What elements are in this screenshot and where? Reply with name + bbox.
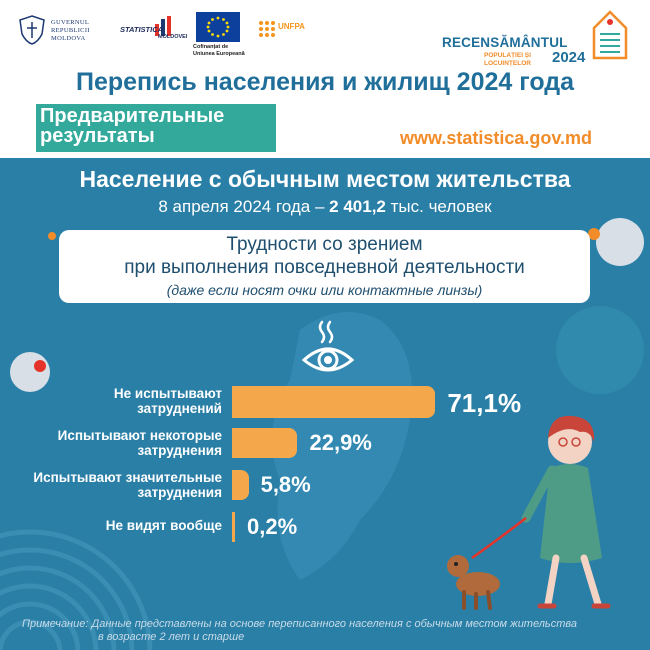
coat-of-arms-icon <box>18 14 46 46</box>
unfpa-logo-text: UNFPA <box>278 22 305 31</box>
eye-icon <box>300 318 356 378</box>
undp-dots-icon <box>258 20 276 38</box>
question-line: при выполнения повседневной деятельности <box>124 257 525 278</box>
category-label-line: затруднения <box>137 485 222 500</box>
eu-caption <box>193 44 253 58</box>
eu-caption-line: Cofinanțat de <box>193 44 229 50</box>
gov-logo-line: GUVERNUL <box>51 19 90 26</box>
population-total: 2 401,2 <box>329 197 386 216</box>
bar-value-label: 22,9% <box>309 430 372 455</box>
census-logo-sub-line: POPULAȚIEI ȘI <box>484 52 531 59</box>
category-label <box>10 470 222 500</box>
category-label-line: Не видят вообще <box>105 518 222 533</box>
census-logo-title: RECENSĂMÂNTUL <box>442 35 568 50</box>
census-logo <box>440 12 640 72</box>
bar-mark <box>232 512 235 542</box>
category-label-line: затруднений <box>137 401 222 416</box>
badge-line: результаты <box>40 125 155 147</box>
category-label <box>10 518 222 533</box>
website-link[interactable]: www.statistica.gov.md <box>400 128 593 148</box>
eu-stars-icon <box>196 12 240 42</box>
statistica-logo-line1: STATISTICA <box>120 25 164 34</box>
population-unit: тыс. человек <box>390 197 492 216</box>
badge-line: Предварительные <box>40 105 225 127</box>
eu-flag-logo <box>196 12 240 42</box>
footnote-line: Данные представлены на основе переписанного населения с обычным местом жительства <box>91 618 577 630</box>
bar-value-label: 5,8% <box>260 472 311 497</box>
bar-value-label: 71,1% <box>447 388 522 418</box>
question-line: Трудности со зрением <box>226 234 423 255</box>
category-label-line: Не испытывают <box>113 386 222 401</box>
census-logo-subtitle <box>484 52 531 68</box>
header-band <box>0 0 650 158</box>
government-logo <box>18 14 108 48</box>
census-logo-sub-line: LOCUINȚELOR <box>484 60 531 67</box>
population-date <box>0 197 650 217</box>
population-date-text: 8 апреля 2024 года – <box>158 197 325 216</box>
bar-mark <box>232 428 297 458</box>
footnote <box>22 618 642 644</box>
question-box <box>59 230 590 303</box>
eu-caption-line: Uniunea Europeană <box>193 51 245 57</box>
census-logo-year: 2024 <box>552 49 586 66</box>
preliminary-results-badge <box>36 104 276 152</box>
footnote-label: Примечание: <box>22 618 89 630</box>
footnote-line: в возрасте 2 лет и старше <box>98 631 245 643</box>
page-title: Перепись населения и жилищ 2024 года <box>75 68 575 96</box>
population-title: Население с обычным местом жительства <box>79 166 571 192</box>
category-label-line: Испытывают некоторые <box>57 428 222 443</box>
gov-logo-line: REPUBLICII <box>51 27 90 34</box>
census-house-icon <box>590 8 630 68</box>
bar-mark <box>232 386 435 418</box>
category-label-line: Испытывают значительные <box>33 470 222 485</box>
bar-value-label: 0,2% <box>247 514 298 539</box>
category-label-line: затруднения <box>137 443 222 458</box>
statistica-logo <box>120 18 190 42</box>
statistica-logo-line2: MOLDOVEI <box>158 34 188 40</box>
woman-walking-dog-illustration <box>430 408 640 618</box>
question-note: (даже если носят очки или контактные линзы) <box>166 282 483 298</box>
gov-logo-line: MOLDOVA <box>51 35 86 42</box>
bar-mark <box>232 470 249 500</box>
category-label <box>10 428 222 458</box>
category-label <box>10 386 222 416</box>
